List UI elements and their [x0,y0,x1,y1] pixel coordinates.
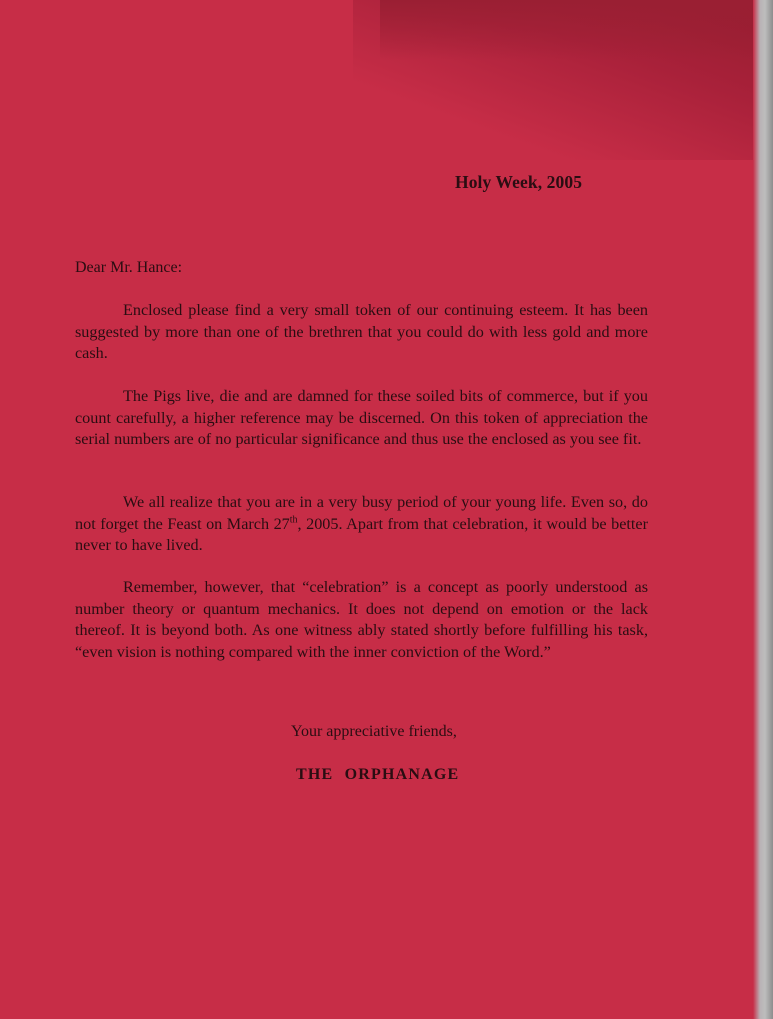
scanner-edge [753,0,773,1019]
signature: THE ORPHANAGE [296,766,460,783]
letter-date: Holy Week, 2005 [455,172,583,192]
closing: Your appreciative friends, [291,723,457,740]
ordinal-suffix: th [289,514,298,526]
paragraph-4: Remember, however, that “celebration” is a concept as poorly understood as number theory or quantum mechanics. It does not depend on emotion or the lack thereof. It is beyond both. As one witness ably stated shortly before fulfilling his task, “even vision is nothing compared with the inner conviction of the Word.” [75,578,648,661]
paragraph-3 [75,492,648,557]
paragraph-3-text-end: , 2005. Apart from that celebration, it would be better never to have lived. [75,514,648,554]
paragraph-3-text: We all realize that you are in a very busy period of your young life. Even so, do not forget the Feast on March 27 [75,493,648,533]
paragraph-1: Enclosed please find a very small token of our continuing esteem. It has been suggested by more than one of the brethren that you could do with less gold and more cash. [75,301,648,362]
page-shadow [353,0,773,160]
paragraph-2: The Pigs live, die and are damned for these soiled bits of commerce, but if you count carefully, a higher reference may be discerned. On this token of appreciation the serial numbers are of no particular significance and thus use the enclosed as you see fit. [75,387,648,448]
page-shadow-top [380,0,773,60]
salutation: Dear Mr. Hance: [75,259,183,276]
